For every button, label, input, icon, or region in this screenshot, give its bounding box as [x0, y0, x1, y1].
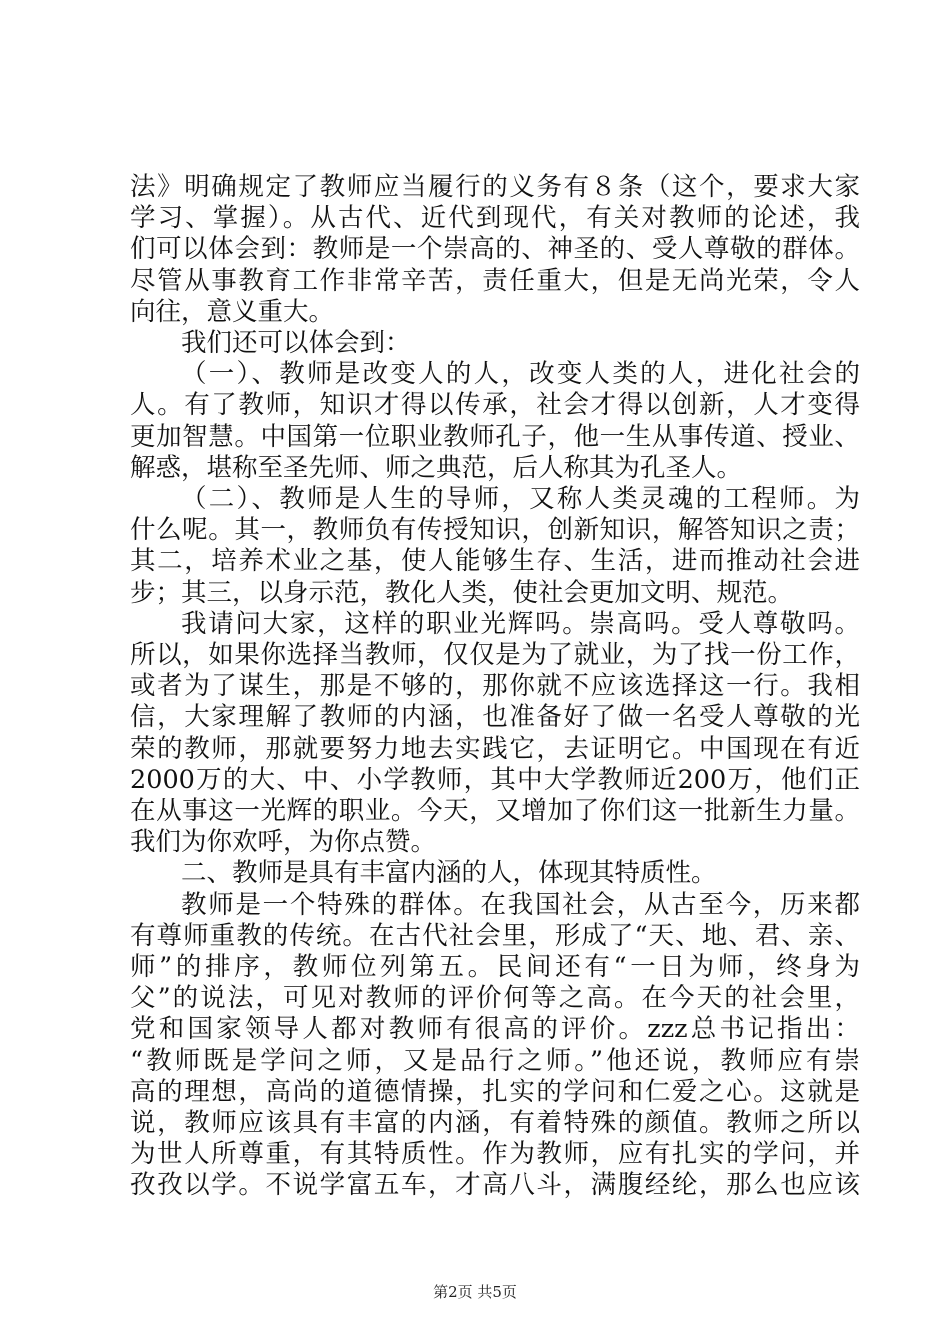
text-line: （一）、教师是改变人的人，改变人类的人，进化社会的: [181, 359, 860, 390]
text-line: 高的理想，高尚的道德情操，扎实的学问和仁爱之心。这就是: [130, 1076, 860, 1107]
text-line: 我们还可以体会到：: [181, 328, 411, 358]
text-line: 我请问大家，这样的职业光辉吗。崇高吗。受人尊敬吗。: [181, 608, 860, 639]
text-line: 父”的说法，可见对教师的评价何等之高。在今天的社会里，: [130, 983, 860, 1014]
text-line: 孜孜以学。不说学富五车，才高八斗，满腹经纶，那么也应该: [130, 1170, 860, 1201]
text-line: 2000万的大、中、小学教师，其中大学教师近200万，他们正: [130, 764, 860, 795]
text-line: 教师是一个特殊的群体。在我国社会，从古至今，历来都: [181, 889, 860, 920]
text-line: 信，大家理解了教师的内涵，也准备好了做一名受人尊敬的光: [130, 702, 860, 733]
text-line: “教师既是学问之师，又是品行之师。”他还说，教师应有崇: [130, 1045, 860, 1076]
text-line: 所以，如果你选择当教师，仅仅是为了就业，为了找一份工作，: [130, 640, 860, 670]
text-line: 党和国家领导人都对教师有很高的评价。zzz总书记指出：: [130, 1014, 860, 1045]
text-line: 什么呢。其一，教师负有传授知识，创新知识，解答知识之责；: [130, 515, 860, 546]
text-line: 学习、掌握）。从古代、近代到现代，有关对教师的论述，我: [130, 203, 860, 234]
text-line: 解惑，堪称至圣先师、师之典范，后人称其为孔圣人。: [130, 452, 743, 483]
text-line: 人。有了教师，知识才得以传承，社会才得以创新，人才变得: [130, 390, 860, 421]
text-line: 法》明确规定了教师应当履行的义务有８条（这个，要求大家: [130, 172, 860, 202]
text-line: 更加智慧。中国第一位职业教师孔子，他一生从事传道、授业、: [130, 421, 860, 452]
text-line: 为世人所尊重，有其特质性。作为教师，应有扎实的学问，并: [130, 1139, 860, 1170]
text-line: 其二，培养术业之基，使人能够生存、生活，进而推动社会进: [130, 546, 860, 577]
text-line: （二）、教师是人生的导师，又称人类灵魂的工程师。为: [181, 484, 860, 514]
text-line: 在从事这一光辉的职业。今天，又增加了你们这一批新生力量。: [130, 796, 860, 826]
text-line: 二、教师是具有丰富内涵的人，体现其特质性。: [181, 858, 717, 889]
text-line: 们可以体会到：教师是一个崇高的、神圣的、受人尊敬的群体。: [130, 234, 860, 265]
text-line: 有尊师重教的传统。在古代社会里，形成了“天、地、君、亲、: [130, 920, 860, 951]
text-line: 尽管从事教育工作非常辛苦，责任重大，但是无尚光荣，令人: [130, 265, 860, 296]
text-line: 我们为你欢呼，为你点赞。: [130, 827, 437, 858]
text-line: 或者为了谋生，那是不够的，那你就不应该选择这一行。我相: [130, 671, 860, 702]
text-line: 说，教师应该具有丰富的内涵，有着特殊的颜值。教师之所以: [130, 1108, 860, 1138]
text-line: 步；其三，以身示范，教化人类，使社会更加文明、规范。: [130, 577, 794, 608]
text-line: 向往，意义重大。: [130, 296, 335, 327]
page-number: 第2页 共5页: [433, 1283, 517, 1301]
text-line: 荣的教师，那就要努力地去实践它，去证明它。中国现在有近: [130, 733, 860, 764]
text-line: 师”的排序，教师位列第五。民间还有“一日为师，终身为: [130, 952, 860, 982]
